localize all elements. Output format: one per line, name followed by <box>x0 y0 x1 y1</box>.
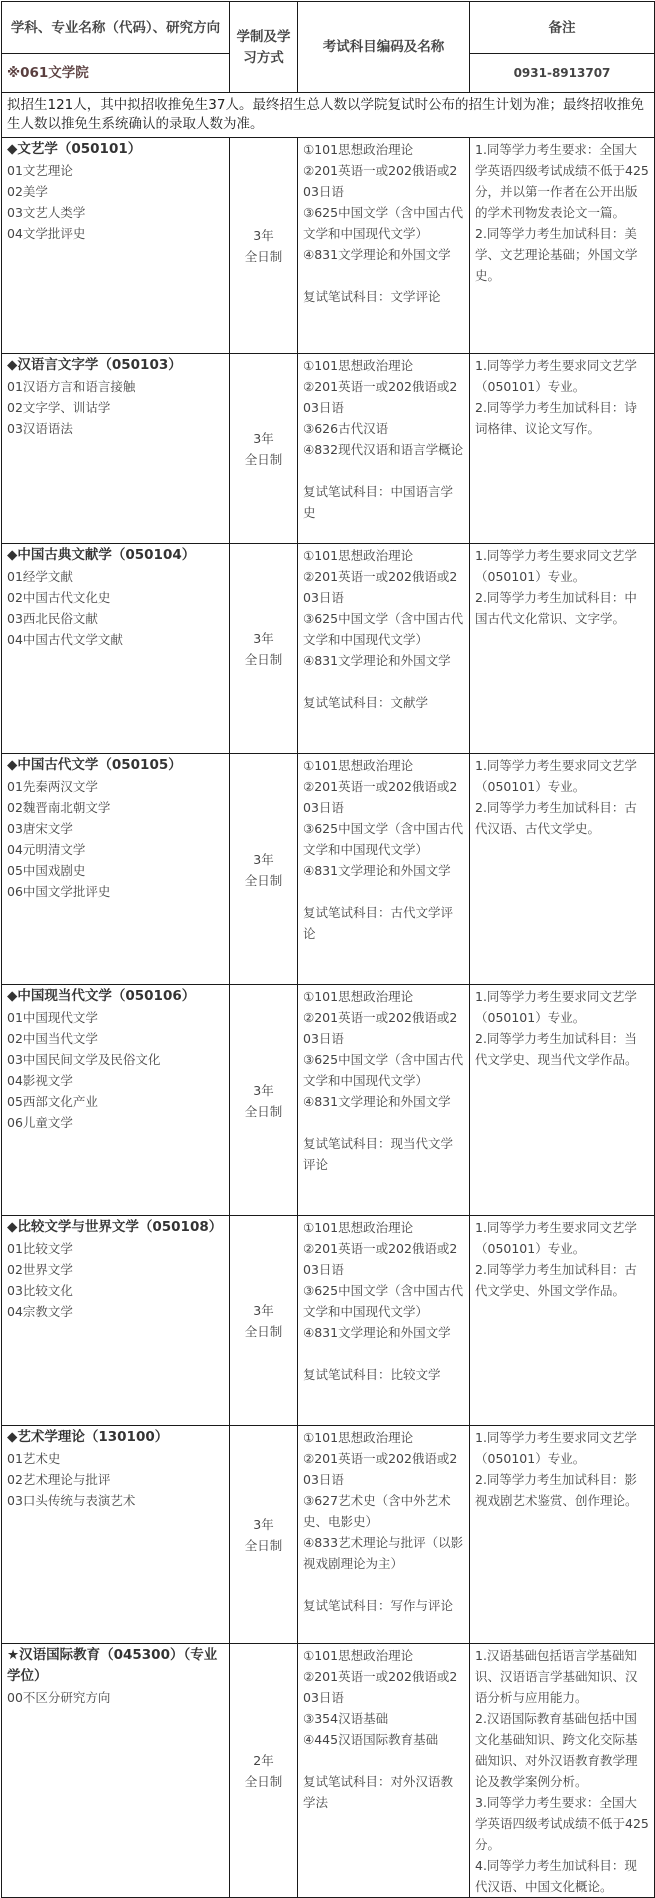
exam-subject: ①101思想政治理论 <box>303 989 414 1004</box>
research-direction: 06中国文学批评史 <box>7 884 111 899</box>
major-title: ◆汉语言文字学（050103） <box>7 357 182 373</box>
major-row <box>2 985 655 1216</box>
major-title: ◆艺术学理论（130100） <box>7 1429 169 1445</box>
exam-subject: ④445汉语国际教育基础 <box>303 1732 439 1747</box>
remark-item: 2.同等学力考生加试科目：影视戏剧艺术鉴赏、创作理论。 <box>475 1472 638 1508</box>
major-cell <box>2 985 230 1216</box>
exam-subject: ②201英语一或202俄语或203日语 <box>303 1241 458 1277</box>
spacer <box>303 671 464 692</box>
research-direction: 03西北民俗文献 <box>7 611 98 626</box>
remark-item: 2.同等学力考生加试科目：诗词格律、议论文写作。 <box>475 400 637 436</box>
research-direction: 04宗教文学 <box>7 1304 73 1319</box>
research-direction: 00不区分研究方向 <box>7 1690 111 1705</box>
major-title: ◆中国古代文学（050105） <box>7 757 182 773</box>
research-direction: 01先秦两汉文学 <box>7 779 98 794</box>
major-cell <box>2 354 230 544</box>
major-row <box>2 1216 655 1426</box>
header-duration-mode: 学制及学习方式 <box>230 2 298 93</box>
exam-subject: ④831文学理论和外国文学 <box>303 863 451 878</box>
exam-subject: ①101思想政治理论 <box>303 142 414 157</box>
exam-subject: ③626古代汉语 <box>303 421 389 436</box>
major-title: ◆文艺学（050101） <box>7 141 142 157</box>
major-cell <box>2 754 230 985</box>
exam-subjects-cell <box>298 544 470 754</box>
research-direction: 03中国民间文学及民俗文化 <box>7 1052 161 1067</box>
study-mode: 全日制 <box>244 1774 283 1789</box>
remark-item: 1.同等学力考生要求同文艺学（050101）专业。 <box>475 548 637 584</box>
study-mode: 全日制 <box>244 652 283 667</box>
research-direction: 02艺术理论与批评 <box>7 1472 111 1487</box>
duration-mode-cell <box>230 1216 298 1426</box>
header-row <box>2 2 655 54</box>
exam-subject: ④831文学理论和外国文学 <box>303 1094 451 1109</box>
exam-subjects-cell <box>298 754 470 985</box>
research-direction: 02文字学、训诂学 <box>7 400 111 415</box>
remarks-cell <box>470 138 655 354</box>
remarks-cell <box>470 1644 655 1898</box>
major-row <box>2 1426 655 1644</box>
exam-subject: ②201英语一或202俄语或203日语 <box>303 569 458 605</box>
exam-subjects-cell <box>298 138 470 354</box>
research-direction: 01艺术史 <box>7 1451 61 1466</box>
exam-subject: ①101思想政治理论 <box>303 358 414 373</box>
retest-subject: 复试笔试科目：对外汉语教学法 <box>303 1774 454 1810</box>
research-direction: 02世界文学 <box>7 1262 73 1277</box>
remark-item: 2.汉语国际教育基础包括中国文化基础知识、跨文化交际基础知识、对外汉语教育教学理论及教学案例分析。 <box>475 1711 638 1789</box>
research-direction: 02中国古代文化史 <box>7 590 111 605</box>
exam-subject: ③625中国文学（含中国古代文学和中国现代文学） <box>303 821 464 857</box>
remark-item: 3.同等学力考生要求：全国大学英语四级考试成绩不低于425分。 <box>475 1795 649 1852</box>
duration-mode-cell <box>230 754 298 985</box>
admissions-table <box>1 1 655 1898</box>
spacer <box>303 1112 464 1133</box>
exam-subject: ②201英语一或202俄语或203日语 <box>303 163 458 199</box>
exam-subject: ①101思想政治理论 <box>303 1430 414 1445</box>
remark-item: 1.同等学力考生要求同文艺学（050101）专业。 <box>475 1430 637 1466</box>
exam-subjects-cell <box>298 1216 470 1426</box>
spacer <box>303 1574 464 1595</box>
exam-subject: ②201英语一或202俄语或203日语 <box>303 779 458 815</box>
remarks-cell <box>470 985 655 1216</box>
study-mode: 全日制 <box>244 249 283 264</box>
exam-subject: ①101思想政治理论 <box>303 1648 414 1663</box>
major-row <box>2 138 655 354</box>
research-direction: 01汉语方言和语言接触 <box>7 379 136 394</box>
exam-subject: ②201英语一或202俄语或203日语 <box>303 1010 458 1046</box>
research-direction: 05西部文化产业 <box>7 1094 98 1109</box>
major-row <box>2 354 655 544</box>
major-cell <box>2 544 230 754</box>
spacer <box>303 265 464 286</box>
duration-mode-cell <box>230 1644 298 1898</box>
study-mode: 全日制 <box>244 1103 283 1119</box>
remarks-cell <box>470 1216 655 1426</box>
duration-mode-cell <box>230 1426 298 1644</box>
major-cell <box>2 1426 230 1644</box>
spacer <box>303 1343 464 1364</box>
exam-subjects-cell <box>298 354 470 544</box>
exam-subject: ④833艺术理论与批评（以影视戏剧理论为主） <box>303 1535 464 1571</box>
major-title: ★汉语国际教育（045300）（专业学位） <box>7 1647 218 1684</box>
major-row <box>2 1644 655 1898</box>
major-cell <box>2 1216 230 1426</box>
header-major: 学科、专业名称（代码）、研究方向 <box>2 2 230 54</box>
major-cell <box>2 138 230 354</box>
duration: 3年 <box>253 851 274 867</box>
duration: 2年 <box>253 1753 274 1768</box>
remark-item: 2.同等学力考生加试科目：古代文学史、外国文学作品。 <box>475 1262 637 1298</box>
exam-subject: ③625中国文学（含中国古代文学和中国现代文学） <box>303 1283 464 1319</box>
study-mode: 全日制 <box>244 872 283 888</box>
remark-item: 1.同等学力考生要求同文艺学（050101）专业。 <box>475 1220 637 1256</box>
duration: 3年 <box>253 1303 274 1318</box>
spacer <box>303 1750 464 1771</box>
remark-item: 1.同等学力考生要求同文艺学（050101）专业。 <box>475 758 637 794</box>
exam-subject: ②201英语一或202俄语或203日语 <box>303 379 458 415</box>
duration: 3年 <box>253 1082 274 1098</box>
remark-item: 2.同等学力考生加试科目：美学、文艺理论基础；外国文学史。 <box>475 226 638 283</box>
research-direction: 02中国当代文学 <box>7 1031 98 1046</box>
research-direction: 03口头传统与表演艺术 <box>7 1493 136 1508</box>
study-mode: 全日制 <box>244 1324 283 1339</box>
research-direction: 05中国戏剧史 <box>7 863 86 878</box>
research-direction: 04元明清文学 <box>7 842 86 857</box>
enrollment-notice: 拟招生121人，其中拟招收推免生37人。最终招生总人数以学院复试时公布的招生计划为准；最终招收推免生人数以推免生系统确认的录取人数为准。 <box>2 93 655 138</box>
exam-subject: ③627艺术史（含中外艺术史、电影史） <box>303 1493 451 1529</box>
school-name: ※061文学院 <box>2 54 230 93</box>
research-direction: 03比较文化 <box>7 1283 73 1298</box>
research-direction: 01经学文献 <box>7 569 73 584</box>
exam-subject: ④831文学理论和外国文学 <box>303 653 451 668</box>
spacer <box>303 881 464 902</box>
retest-subject: 复试笔试科目：文学评论 <box>303 289 441 304</box>
header-remarks: 备注 <box>470 2 655 54</box>
major-title: ◆中国古典文献学（050104） <box>7 547 196 563</box>
exam-subjects-cell <box>298 1426 470 1644</box>
major-title: ◆比较文学与世界文学（050108） <box>7 1219 223 1235</box>
exam-subject: ②201英语一或202俄语或203日语 <box>303 1669 458 1705</box>
remark-item: 2.同等学力考生加试科目：中国古代文化常识、文字学。 <box>475 590 637 626</box>
exam-subject: ①101思想政治理论 <box>303 548 414 563</box>
major-title: ◆中国现当代文学（050106） <box>7 988 196 1004</box>
exam-subject: ③625中国文学（含中国古代文学和中国现代文学） <box>303 1052 464 1088</box>
research-direction: 03唐宋文学 <box>7 821 73 836</box>
research-direction: 04影视文学 <box>7 1073 73 1088</box>
duration: 3年 <box>253 228 274 243</box>
study-mode: 全日制 <box>244 452 283 467</box>
remarks-cell <box>470 754 655 985</box>
remark-item: 1.同等学力考生要求同文艺学（050101）专业。 <box>475 989 637 1025</box>
school-phone: 0931-8913707 <box>470 54 655 93</box>
remark-item: 2.同等学力考生加试科目：古代汉语、古代文学史。 <box>475 800 637 836</box>
header-exam-subjects: 考试科目编码及名称 <box>298 2 470 93</box>
duration-mode-cell <box>230 138 298 354</box>
remark-item: 2.同等学力考生加试科目：当代文学史、现当代文学作品。 <box>475 1031 638 1067</box>
duration: 3年 <box>253 1517 274 1532</box>
duration-mode-cell <box>230 354 298 544</box>
exam-subject: ③354汉语基础 <box>303 1711 389 1726</box>
duration: 3年 <box>253 631 274 646</box>
retest-subject: 复试笔试科目：文献学 <box>303 695 429 710</box>
remark-item: 1.同等学力考生要求同文艺学（050101）专业。 <box>475 358 637 394</box>
remarks-cell <box>470 1426 655 1644</box>
retest-subject: 复试笔试科目：中国语言学史 <box>303 484 454 520</box>
exam-subject: ③625中国文学（含中国古代文学和中国现代文学） <box>303 611 464 647</box>
exam-subject: ②201英语一或202俄语或203日语 <box>303 1451 458 1487</box>
remark-item: 1.同等学力考生要求：全国大学英语四级考试成绩不低于425分，并以第一作者在公开出版的学术刊物发表论文一篇。 <box>475 142 649 220</box>
research-direction: 01中国现代文学 <box>7 1010 98 1025</box>
research-direction: 01比较文学 <box>7 1241 73 1256</box>
research-direction: 03文艺人类学 <box>7 205 86 220</box>
retest-subject: 复试笔试科目：现当代文学评论 <box>303 1136 454 1172</box>
major-row <box>2 754 655 985</box>
remarks-cell <box>470 544 655 754</box>
exam-subject: ④831文学理论和外国文学 <box>303 247 451 262</box>
retest-subject: 复试笔试科目：写作与评论 <box>303 1598 454 1613</box>
research-direction: 06儿童文学 <box>7 1115 73 1130</box>
exam-subject: ④832现代汉语和语言学概论 <box>303 442 464 457</box>
research-direction: 02魏晋南北朝文学 <box>7 800 111 815</box>
remarks-cell <box>470 354 655 544</box>
exam-subjects-cell <box>298 1644 470 1898</box>
research-direction: 03汉语语法 <box>7 421 73 436</box>
duration: 3年 <box>253 431 274 446</box>
remark-item: 4.同等学力考生加试科目：现代汉语、中国文化概论。 <box>475 1858 637 1894</box>
remark-item: 1.汉语基础包括语言学基础知识、汉语语言学基础知识、汉语分析与应用能力。 <box>475 1648 638 1705</box>
research-direction: 04中国古代文学文献 <box>7 632 123 647</box>
duration-mode-cell <box>230 985 298 1216</box>
exam-subject: ①101思想政治理论 <box>303 1220 414 1235</box>
research-direction: 04文学批评史 <box>7 226 86 241</box>
exam-subject: ③625中国文学（含中国古代文学和中国现代文学） <box>303 205 464 241</box>
research-direction: 01文艺理论 <box>7 163 73 178</box>
exam-subject: ①101思想政治理论 <box>303 758 414 773</box>
major-cell <box>2 1644 230 1898</box>
duration-mode-cell <box>230 544 298 754</box>
major-row <box>2 544 655 754</box>
retest-subject: 复试笔试科目：古代文学评论 <box>303 905 454 941</box>
exam-subjects-cell <box>298 985 470 1216</box>
spacer <box>303 460 464 481</box>
retest-subject: 复试笔试科目：比较文学 <box>303 1367 441 1382</box>
notice-row <box>2 93 655 138</box>
exam-subject: ④831文学理论和外国文学 <box>303 1325 451 1340</box>
study-mode: 全日制 <box>244 1538 283 1553</box>
research-direction: 02美学 <box>7 184 48 199</box>
